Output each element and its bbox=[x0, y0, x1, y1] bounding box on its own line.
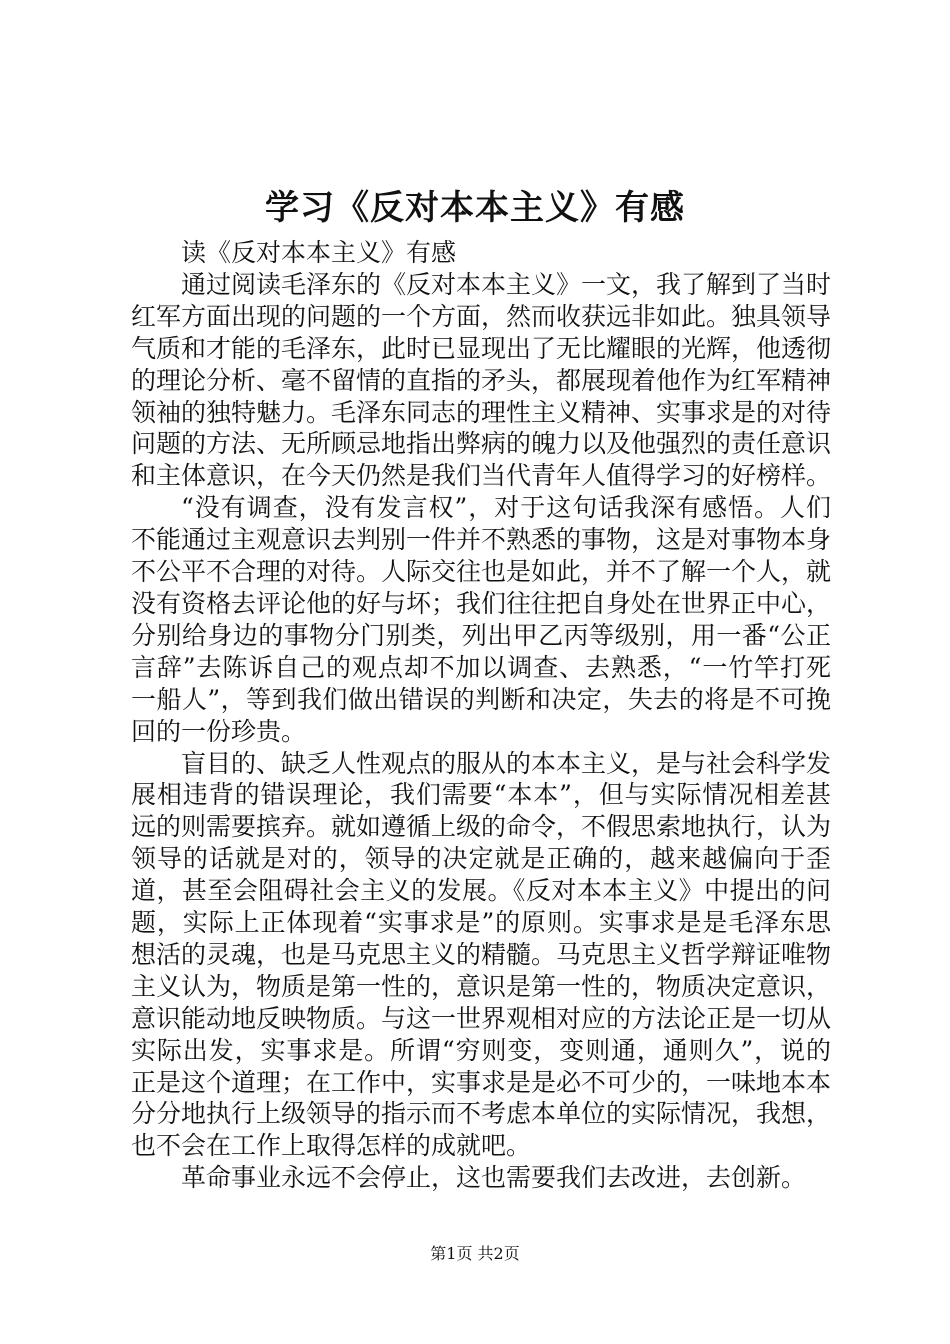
body-paragraph: 通过阅读毛泽东的《反对本本主义》一文，我了解到了当时红军方面出现的问题的一个方面，然而收获远非如此。独具领导气质和才能的毛泽东，此时已显现出了无比耀眼的光辉，他透彻的理论分析、毫不留情的直指的矛头，都展现着他作为红军精神领袖的独特魅力。毛泽东同志的理性主义精神、实事求是的对待问题的方法、无所顾忌地指出弊病的魄力以及他强烈的责任意识和主体意识，在今天仍然是我们当代青年人值得学习的好榜样。 bbox=[131, 269, 832, 491]
document-body bbox=[131, 237, 831, 1194]
body-paragraph: “没有调查，没有发言权”，对于这句话我深有感悟。人们不能通过主观意识去判别一件并不熟悉的事物，这是对事物本身不公平不合理的对待。人际交往也是如此，并不了解一个人，就没有资格去评论他的好与坏；我们往往把自身处在世界正中心，分别给身边的事物分门别类，列出甲乙丙等级别，用一番“公正言辞”去陈诉自己的观点却不加以调查、去熟悉，“一竹竿打死一船人”，等到我们做出错误的判断和决定，失去的将是不可挽回的一份珍贵。 bbox=[131, 493, 832, 746]
body-paragraph: 革命事业永远不会停止，这也需要我们去改进，去创新。 bbox=[181, 1163, 807, 1193]
document-title: 学习《反对本本主义》有感 bbox=[265, 188, 685, 228]
subtitle-paragraph: 读《反对本本主义》有感 bbox=[181, 238, 457, 267]
page-indicator: 第1页 共2页 bbox=[430, 1244, 520, 1263]
body-paragraph: 盲目的、缺乏人性观点的服从的本本主义，是与社会科学发展相违背的错误理论，我们需要“本本”，但与实际情况相差甚远的则需要摈弃。就如遵循上级的命令，不假思索地执行，认为领导的话就是对的，领导的决定就是正确的，越来越偏向于歪道，甚至会阻碍社会主义的发展。《反对本本主义》中提出的问题，实际上正体现着“实事求是”的原则。实事求是是毛泽东思想活的灵魂，也是马克思主义的精髓。马克思主义哲学辩证唯物主义认为，物质是第一性的，意识是第一性的，物质决定意识，意识能动地反映物质。与这一世界观相对应的方法论正是一切从实际出发，实事求是。所谓“穷则变，变则通，通则久”，说的正是这个道理；在工作中，实事求是是必不可少的，一味地本本分分地执行上级领导的指示而不考虑本单位的实际情况，我想，也不会在工作上取得怎样的成就吧。 bbox=[131, 748, 832, 1161]
